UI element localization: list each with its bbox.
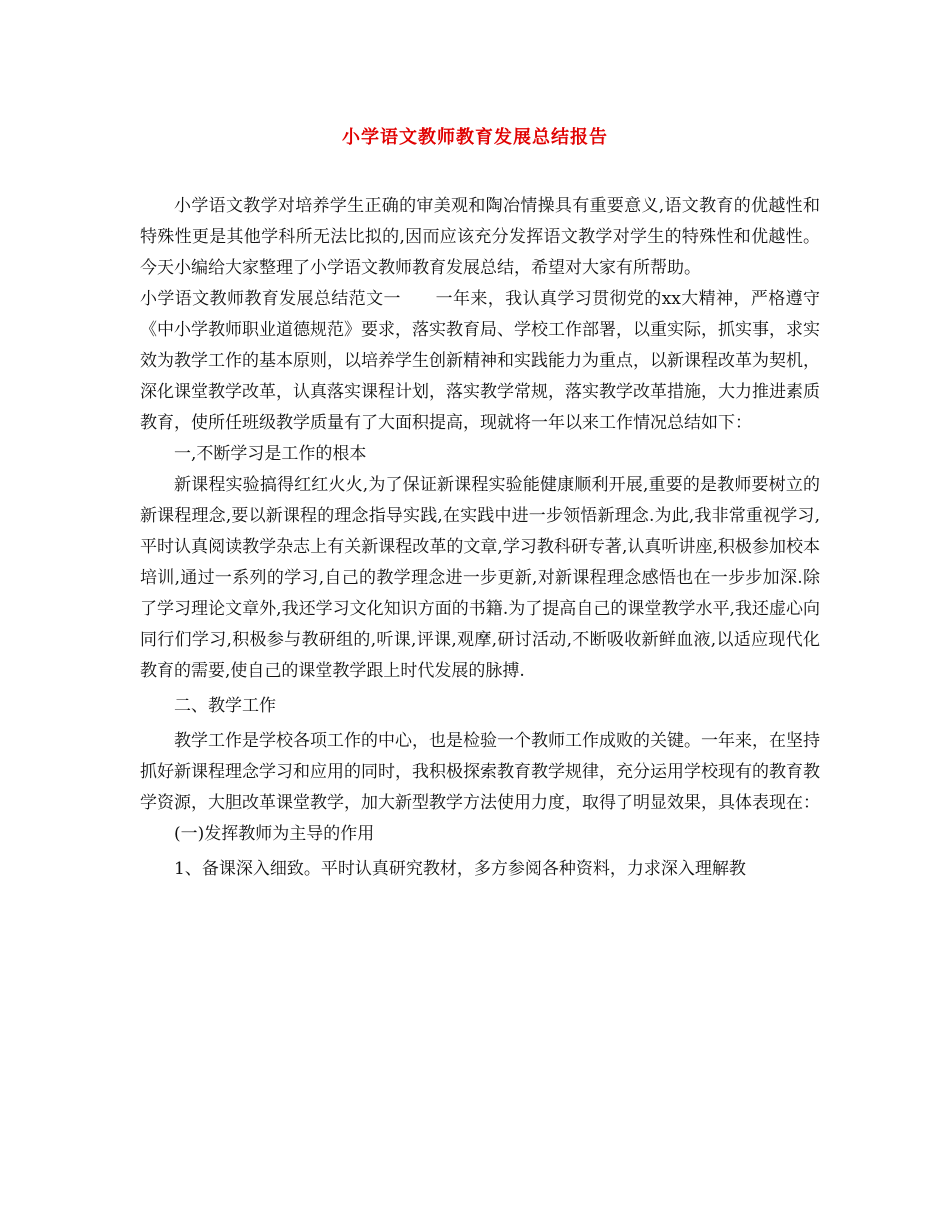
teaching-paragraph: 教学工作是学校各项工作的中心，也是检验一个教师工作成败的关键。一年来，在坚持抓好新课程理念学习和应用的同时，我积极探索教育教学规律，充分运用学校现有的教育教学资源，大胆改革课堂教学，加大新型教学方法使用力度，取得了明显效果，具体表现在： bbox=[140, 731, 820, 813]
summary-paragraph: 小学语文教师教育发展总结范文一 一年来，我认真学习贯彻党的xx大精神，严格遵守《中小学教师职业道德规范》要求，落实教育局、学校工作部署，以重实际，抓实事，求实效为教学工作的基本原则，以培养学生创新精神和实践能力为重点，以新课程改革为契机，深化课堂教学改革，认真落实课程计划，落实教学常规，落实教学改革措施，大力推进素质教育，使所任班级教学质量有了大面积提高，现就将一年以来工作情况总结如下： bbox=[140, 289, 820, 433]
document-body bbox=[140, 191, 820, 885]
section-heading-2: 二、教学工作 bbox=[174, 696, 276, 716]
learning-paragraph: 新课程实验搞得红红火火,为了保证新课程实验能健康顺利开展,重要的是教师要树立的新课程理念,要以新课程的理念指导实践,在实践中进一步领悟新理念.为此,我非常重视学习,平时认真阅读教学杂志上有关新课程改革的文章,学习教科研专著,认真听讲座,积极参加校本培训,通过一系列的学习,自己的教学理念进一步更新,对新课程理念感悟也在一步步加深.除了学习理论文章外,我还学习文化知识方面的书籍.为了提高自己的课堂教学水平,我还虚心向同行们学习,积极参与教研组的,听课,评课,观摩,研讨活动,不断吸收新鲜血液,以适应现代化教育的需要,使自己的课堂教学跟上时代发展的脉搏. bbox=[140, 475, 820, 681]
intro-paragraph: 小学语文教学对培养学生正确的审美观和陶冶情操具有重要意义,语文教育的优越性和特殊性更是其他学科所无法比拟的,因而应该充分发挥语文教学对学生的特殊性和优越性。今天小编给大家整理了小学语文教师教育发展总结，希望对大家有所帮助。 bbox=[140, 196, 820, 278]
lesson-prep-paragraph: 1、备课深入细致。平时认真研究教材，多方参阅各种资料，力求深入理解教 bbox=[174, 859, 746, 879]
section-heading-1: 一,不断学习是工作的根本 bbox=[174, 444, 367, 464]
subsection-heading-1: (一)发挥教师为主导的作用 bbox=[174, 824, 375, 844]
document-title: 小学语文教师教育发展总结报告 bbox=[342, 127, 608, 148]
